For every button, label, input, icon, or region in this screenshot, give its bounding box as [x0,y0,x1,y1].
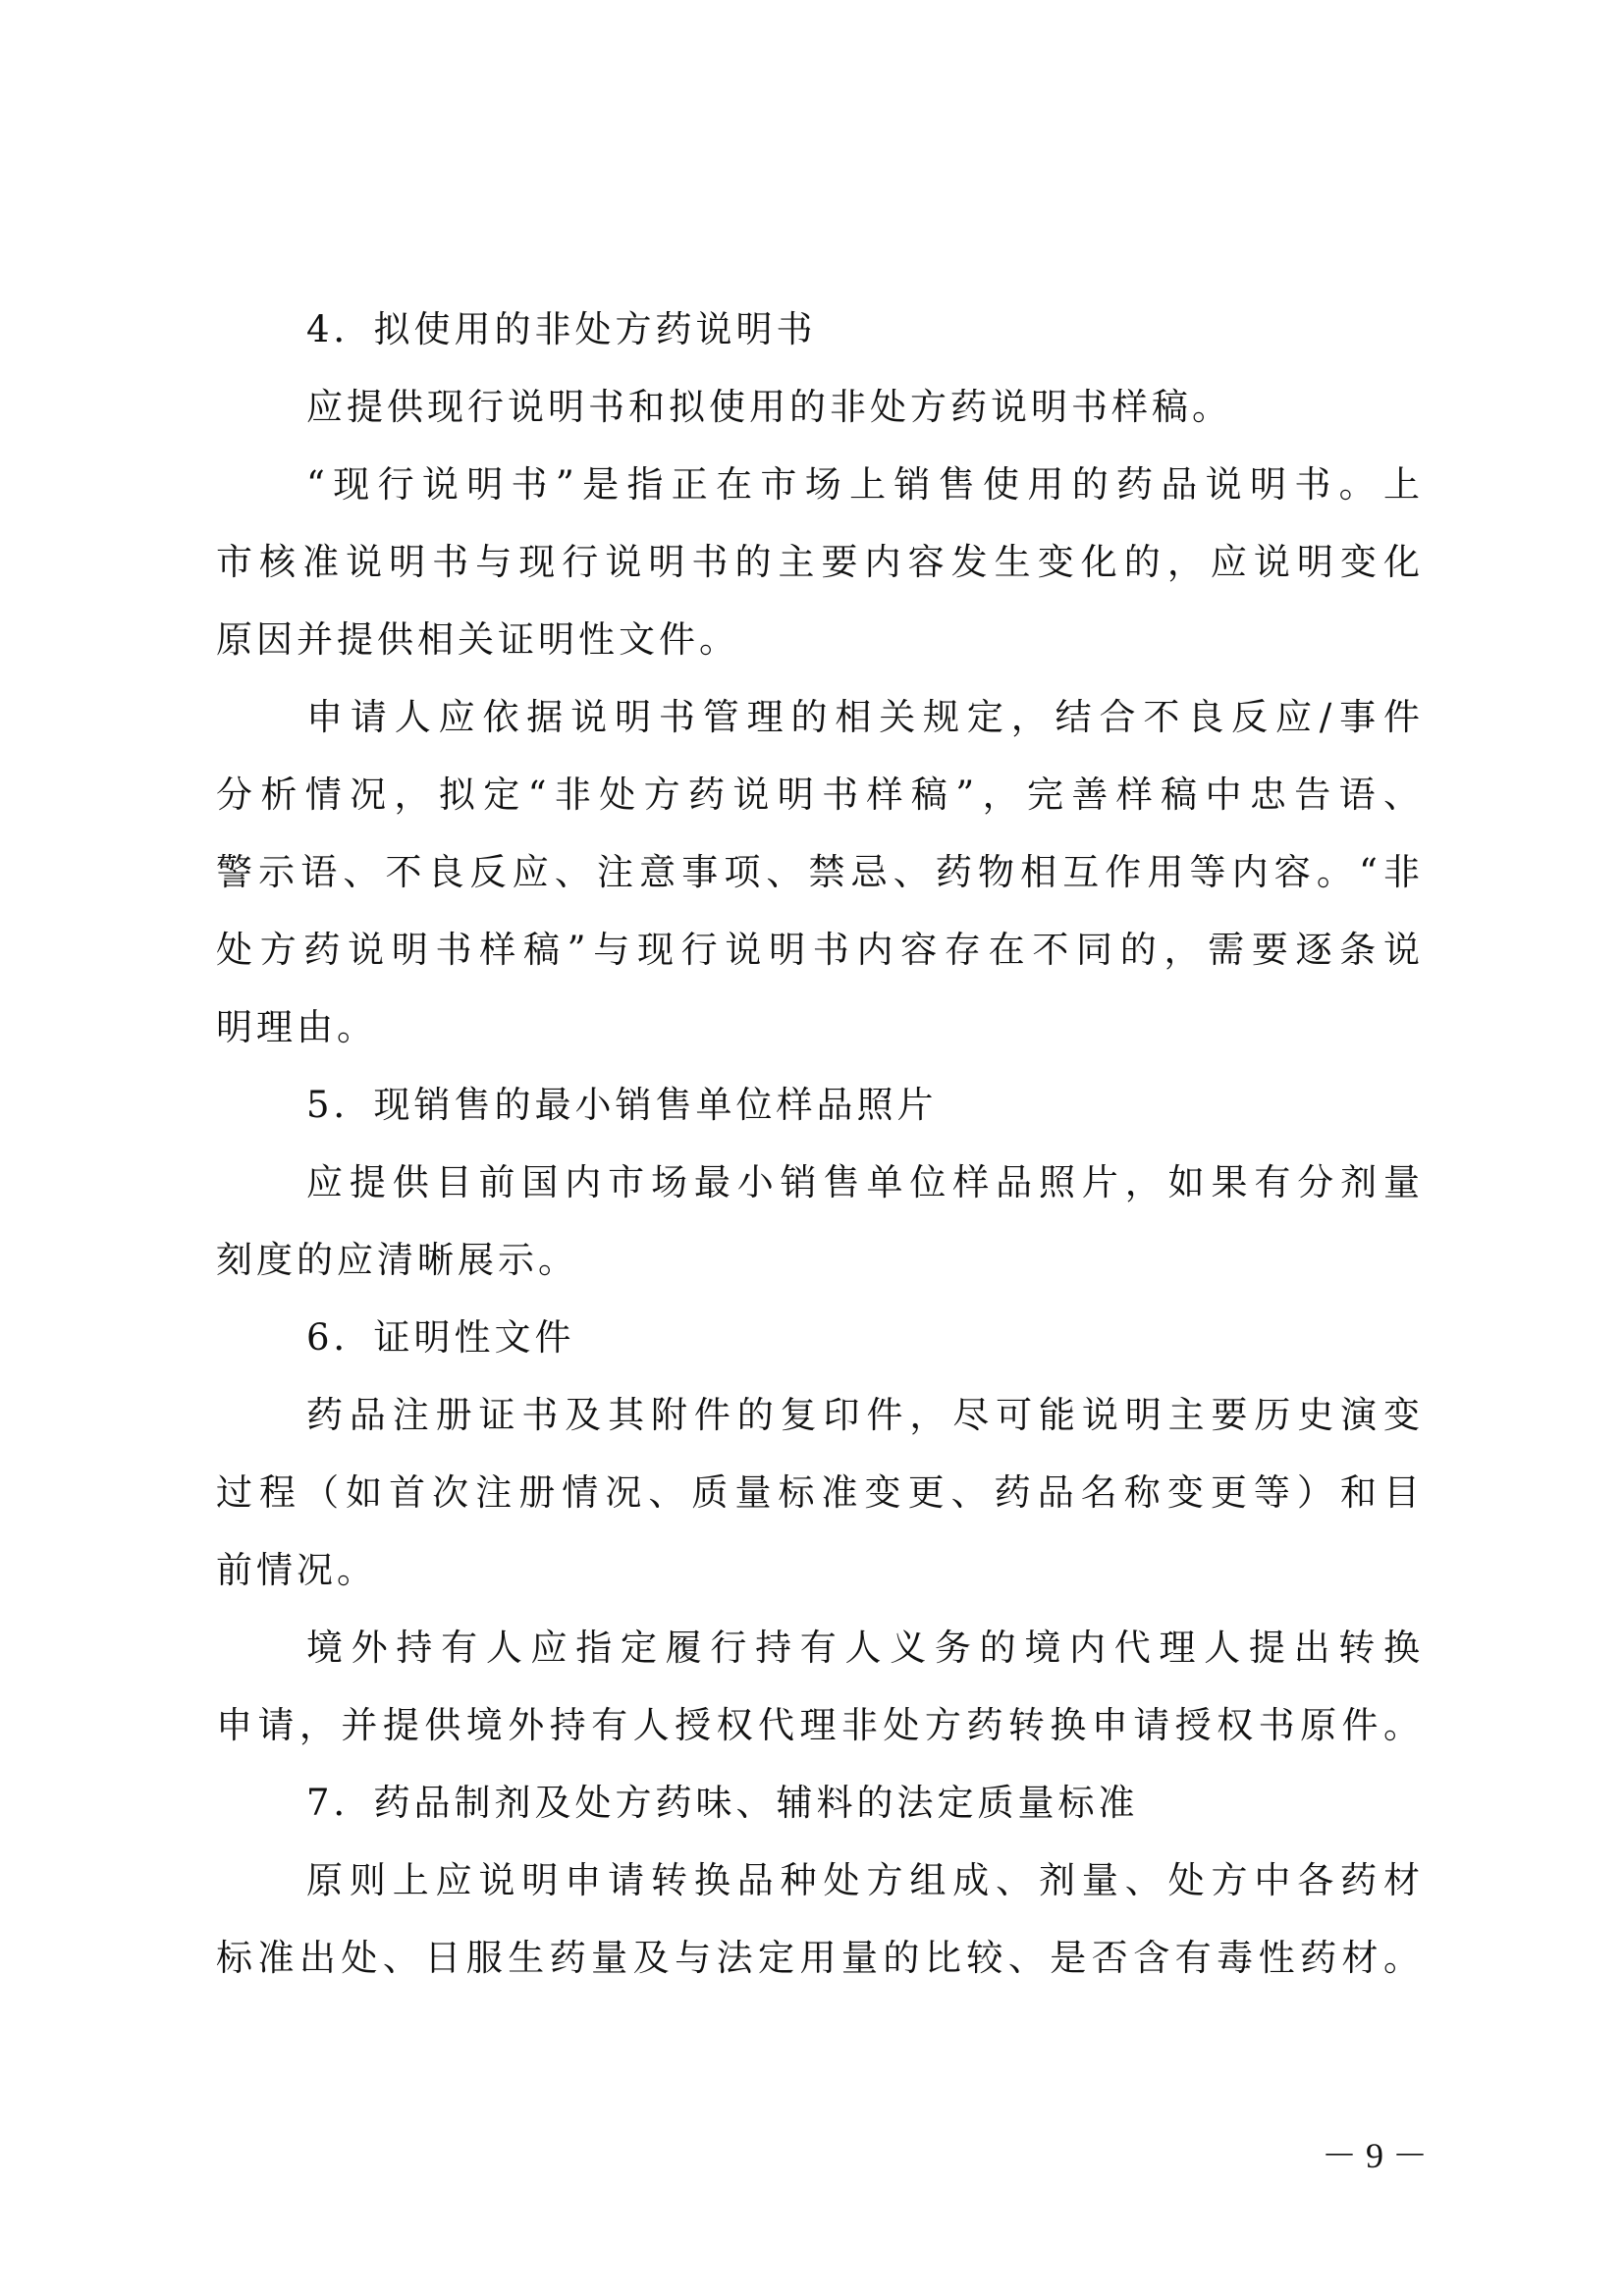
paragraph-line: 申请人应依据说明书管理的相关规定，结合不良反应/事件 [306,696,1424,738]
paragraph-line: 原则上应说明申请转换品种处方组成、剂量、处方中各药材 [306,1859,1424,1901]
paragraph-line: 警示语、不良反应、注意事项、禁忌、药物相互作用等内容。“非 [216,851,1424,893]
section-heading-7: 7．药品制剂及处方药味、辅料的法定质量标准 [306,1782,1139,1824]
paragraph-line: 处方药说明书样稿”与现行说明书内容存在不同的，需要逐条说 [216,929,1424,971]
paragraph-line: 市核准说明书与现行说明书的主要内容发生变化的，应说明变化 [216,541,1424,583]
paragraph-line: 药品注册证书及其附件的复印件，尽可能说明主要历史演变 [306,1394,1424,1436]
paragraph-line: 申请，并提供境外持有人授权代理非处方药转换申请授权书原件。 [216,1704,1424,1746]
paragraph-line: 刻度的应清晰展示。 [216,1239,578,1281]
paragraph-line: 过程（如首次注册情况、质量标准变更、药品名称变更等）和目 [216,1471,1424,1514]
paragraph-line: 标准出处、日服生药量及与法定用量的比较、是否含有毒性药材。 [216,1937,1424,1979]
paragraph-line: 原因并提供相关证明性文件。 [216,618,739,661]
section-heading-5: 5．现销售的最小销售单位样品照片 [306,1084,938,1126]
paragraph-line: 境外持有人应指定履行持有人义务的境内代理人提出转换 [306,1627,1424,1669]
paragraph-line: 明理由。 [216,1006,377,1048]
paragraph-line: 应提供现行说明书和拟使用的非处方药说明书样稿。 [306,386,1232,428]
paragraph-line: “现行说明书”是指正在市场上销售使用的药品说明书。上 [306,463,1424,506]
paragraph-line: 分析情况，拟定“非处方药说明书样稿”，完善样稿中忠告语、 [216,774,1424,816]
section-heading-6: 6．证明性文件 [306,1316,575,1359]
page-number: － 9 － [1321,2136,1428,2175]
paragraph-line: 前情况。 [216,1549,377,1591]
section-heading-4: 4．拟使用的非处方药说明书 [306,308,817,350]
paragraph-line: 应提供目前国内市场最小销售单位样品照片，如果有分剂量 [306,1161,1424,1203]
